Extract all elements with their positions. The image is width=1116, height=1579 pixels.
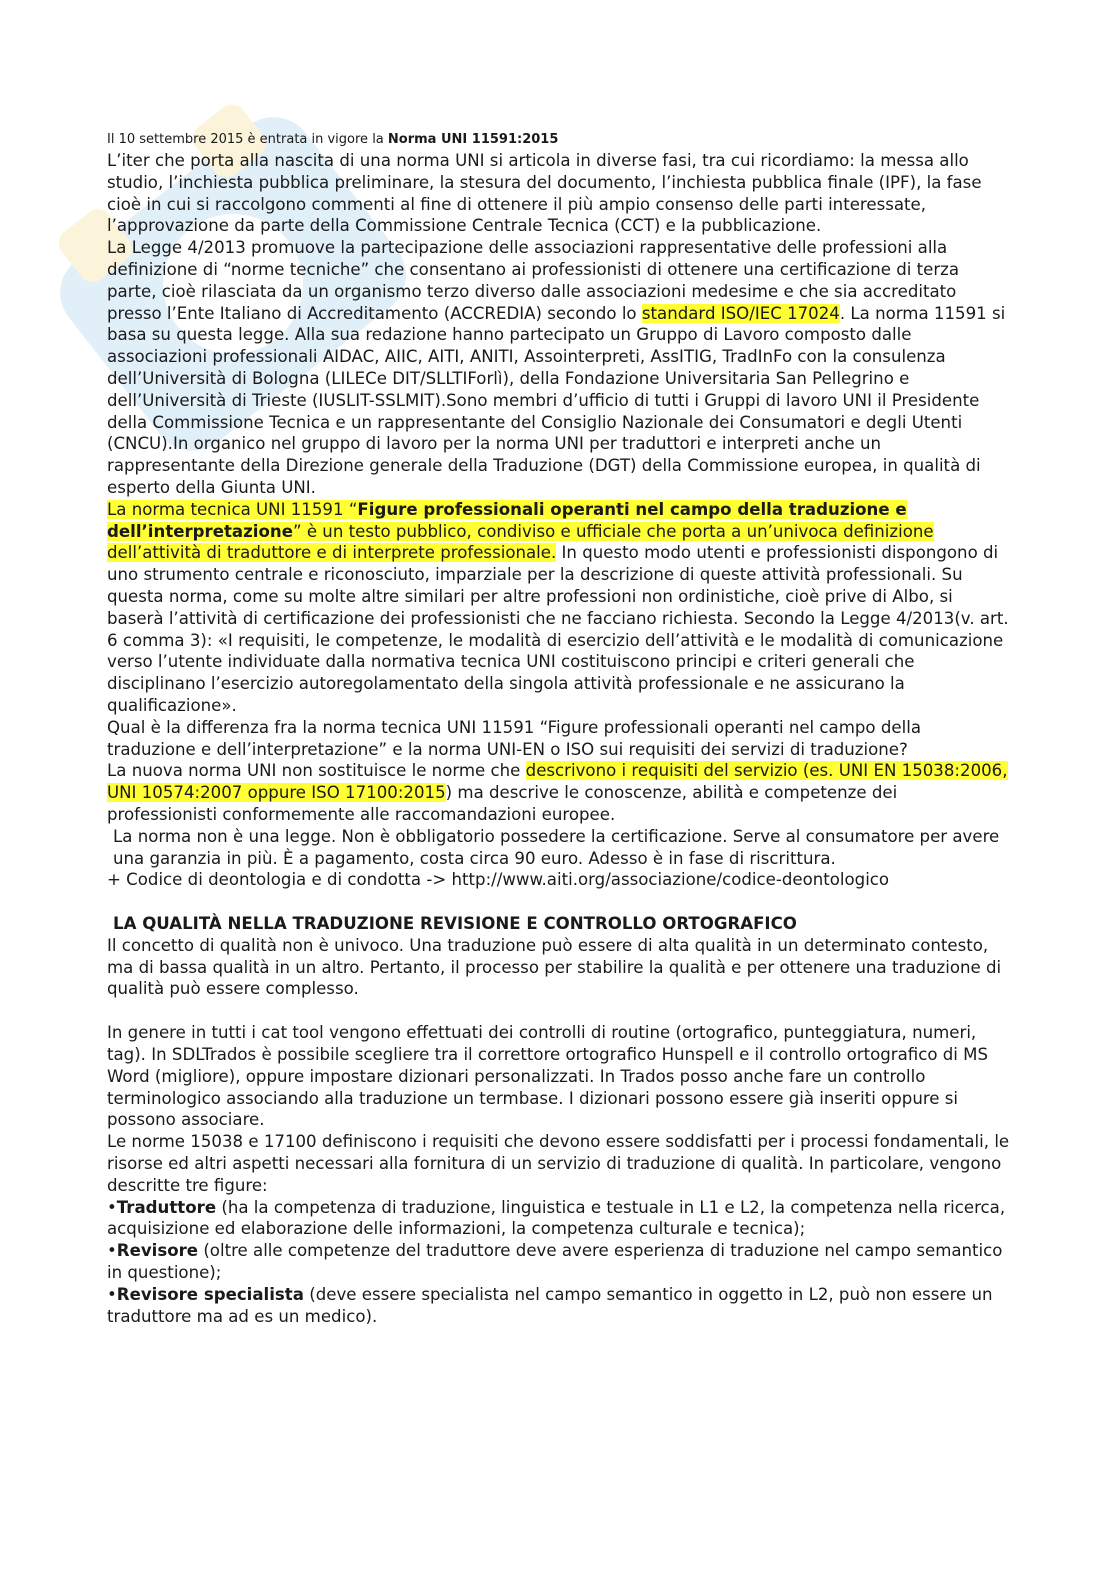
paragraph-non-legge: La norma non è una legge. Non è obbligatorio possedere la certificazione. Serve al consumatore per avere una garanzia in più. È a pagamento, costa circa 90 euro. Adesso è in fase di riscrittura. <box>113 826 1000 868</box>
paragraph-legge: La Legge 4/2013 promuove la partecipazione delle associazioni rappresentative delle professioni alla definizione di “norme tecniche” che consentano ai professionisti di ottenere una certificazione di terza parte, cioè rilasciata da un organismo terzo diverso dalle associazioni medesime e che sia accreditato presso l’Ente Italiano di Accreditamento (ACCREDIA) secondo lo standard ISO/IEC 17024. La norma 11591 si basa su questa legge. Alla sua redazione hanno partecipato un Gruppo di Lavoro composto dalle associazioni professionali AIDAC, AIIC, AITI, ANITI, Assointerpreti, AssITIG, TradInFo con la consulenza dell’Università di Bologna (LILECe DIT/SLLTIForlì), della Fondazione Universitaria San Pellegrino e dell’Università di Trieste (IUSLIT-SSLMIT).Sono membri d’ufficio di tutti i Gruppi di lavoro UNI il Presidente della Commissione Tecnica e un rappresentante del Consiglio Nazionale dei Consumatori e degli Utenti (CNCU).In organico nel gruppo di lavoro per la norma UNI per traduttori e interpreti anche un rappresentante della Direzione generale della Traduzione (DGT) della Commissione europea, in qualità di esperto della Giunta UNI. <box>107 238 1006 497</box>
paragraph-iter: L’iter che porta alla nascita di una norma UNI si articola in diverse fasi, tra cui ricordiamo: la messa allo studio, l’inchiesta pubblica preliminare, la stesura del documento, l’inchiesta pubblica finale (IPF), la fase cioè in cui si raccolgono commenti al fine di ottenere il più ampio consenso delle parti interessate, l’approvazione da parte della Commissione Centrale Tecnica (CCT) e la pubblicazione. <box>107 151 982 236</box>
bullet-traduttore: •Traduttore (ha la competenza di traduzione, linguistica e testuale in L1 e L2, la competenza nella ricerca, acquisizione ed elaborazione delle informazioni, la competenza culturale e tecnica); <box>107 1197 1006 1239</box>
paragraph-norma-tecnica: La norma tecnica UNI 11591 “Figure professionali operanti nel campo della traduzione e dell’interpretazione” è un testo pubblico, condiviso e ufficiale che porta a un’univoca definizione dell’attività di traduttore e di interprete professionale. In questo modo utenti e professionisti dispongono di uno strumento centrale e riconosciuto, imparziale per la descrizione di queste attività professionali. Su questa norma, come su molte altre similari per altre professioni non ordinistiche, cioè prive di Albo, si baserà l’attività di certificazione dei professionisti che ne facciano richiesta. Secondo la Legge 4/2013(v. art. 6 comma 3): «I requisiti, le competenze, le modalità di esercizio dell’attività e le modalità di comunicazione verso l’utente individuate dalla normativa tecnica UNI costituiscono principi e criteri generali che disciplinano l’esercizio autoregolamentato della singola attività professionale e ne assicurano la qualificazione». <box>107 499 1009 715</box>
intro-line: Il 10 settembre 2015 è entrata in vigore la Norma UNI 11591:2015 <box>107 132 559 147</box>
bullet-revisore: •Revisore (oltre alle competenze del traduttore deve avere esperienza di traduzione nel campo semantico in questione); <box>107 1241 1003 1283</box>
document-body <box>107 130 1012 1327</box>
paragraph-codice-deontologia: + Codice di deontologia e di condotta -> http://www.aiti.org/associazione/codice-deontologico <box>107 870 890 890</box>
section-heading-qualita: LA QUALITÀ NELLA TRADUZIONE REVISIONE E CONTROLLO ORTOGRAFICO <box>113 914 797 934</box>
paragraph-qualita: Il concetto di qualità non è univoco. Una traduzione può essere di alta qualità in un determinato contesto, ma di bassa qualità in un altro. Pertanto, il processo per stabilire la qualità e per ottenere una traduzione di qualità può essere complesso. <box>107 935 1002 999</box>
highlight-figure-professionali: Figure professionali operanti nel campo della traduzione e dell’interpretazione <box>107 499 907 541</box>
paragraph-domanda: Qual è la differenza fra la norma tecnica UNI 11591 “Figure professionali operanti nel campo della traduzione e dell’interpretazione” e la norma UNI-EN o ISO sui requisiti dei servizi di traduzione? <box>107 717 921 759</box>
bullet-revisore-specialista: •Revisore specialista (deve essere specialista nel campo semantico in oggetto in L2, può non essere un traduttore ma ad es un medico). <box>107 1284 993 1326</box>
paragraph-cat-tool: In genere in tutti i cat tool vengono effettuati dei controlli di routine (ortografico, punteggiatura, numeri, tag). In SDLTrados è possibile scegliere tra il correttore ortografico Hunspell e il controllo ortografico di MS Word (migliore), oppure impostare dizionari personalizzati. In Trados posso anche fare un controllo terminologico associando alla traduzione un termbase. I dizionari possono essere già inseriti oppure si possono associare. <box>107 1023 989 1130</box>
norma-title: Norma UNI 11591:2015 <box>387 132 559 147</box>
highlight-iso-standard: standard ISO/IEC 17024 <box>641 303 840 323</box>
paragraph-risposta: La nuova norma UNI non sostituisce le norme che descrivono i requisiti del servizio (es. UNI EN 15038:2006, UNI 10574:2007 oppure ISO 17100:2015) ma descrive le conoscenze, abilità e competenze dei professionisti conformemente alle raccomandazioni europee. <box>107 761 1008 824</box>
highlight-requisiti-servizio: descrivono i requisiti del servizio (es. UNI EN 15038:2006, UNI 10574:2007 oppure ISO 17100:2015 <box>107 761 1008 803</box>
paragraph-norme: Le norme 15038 e 17100 definiscono i requisiti che devono essere soddisfatti per i processi fondamentali, le risorse ed altri aspetti necessari alla fornitura di un servizio di traduzione di qualità. In particolare, vengono descritte tre figure: <box>107 1132 1010 1195</box>
